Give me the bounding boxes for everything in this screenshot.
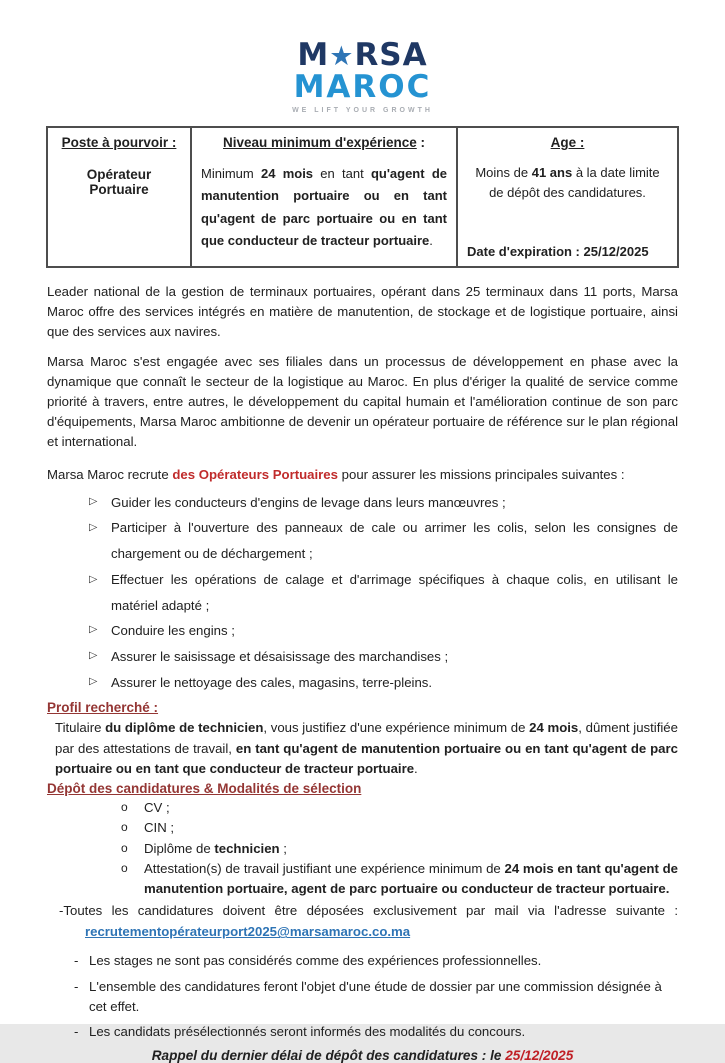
list-item (74, 951, 678, 971)
doc-segment: ; (279, 840, 287, 856)
profil-heading: Profil recherché : (47, 700, 159, 716)
expiration-date: Date d'expiration : 25/12/2025 (467, 244, 649, 259)
mission-text: Participer à l'ouverture des panneaux de cale ou arrimer les colis, selon les consignes de chargement ou de déchargement ; (111, 520, 678, 562)
doc-text (144, 839, 678, 859)
list-item (89, 670, 678, 696)
deadline-reminder (47, 1048, 678, 1063)
reminder-text: Rappel du dernier délai de dépôt des candidatures : le (151, 1047, 506, 1063)
email-line (85, 921, 678, 942)
doc-segment: Diplôme de (144, 840, 215, 856)
age-bold-1: 41 ans (531, 165, 573, 180)
cell-age (457, 127, 678, 267)
list-item (74, 977, 678, 1017)
mission-text: Conduire les engins ; (111, 623, 235, 639)
profil-text-4: . (414, 760, 418, 776)
circle-bullet-icon: o (121, 840, 128, 855)
mission-text: Assurer le nettoyage des cales, magasins, terre-pleins. (111, 674, 433, 690)
doc-text (144, 798, 678, 818)
mission-text: Effectuer les opérations de calage et d'arrimage spécifiques à chaque colis, en utilisant le matériel adapté ; (111, 571, 678, 613)
circle-bullet-icon: o (121, 799, 128, 814)
note-text: L'ensemble des candidatures feront l'objet d'une étude de dossier par une commission désignée à cet effet. (89, 978, 662, 1014)
logo-letters-rsa: RSA (354, 37, 428, 73)
exp-text-2: en tant (313, 166, 371, 181)
recruit-text-2: pour assurer les missions principales suivantes : (337, 466, 625, 482)
mission-text: Guider les conducteurs d'engins de levage dans leurs manœuvres ; (111, 494, 506, 510)
age-value (467, 163, 668, 202)
poste-value: Opérateur Portuaire (86, 167, 152, 197)
profil-bold-3: en tant qu'agent de manutention portuaire ou en tant qu'agent de parc portuaire ou en tant que conducteur de tracteur portuaire (55, 740, 678, 776)
experience-header (201, 135, 447, 150)
recruit-highlight: des Opérateurs Portuaires (172, 466, 338, 482)
logo-letter-m: M (297, 37, 330, 73)
arrow-bullet-icon: ▷ (89, 573, 98, 585)
marsa-maroc-logo (0, 0, 725, 114)
list-item (121, 859, 678, 900)
email-link[interactable]: recrutementopérateurport2025@marsamaroc.co.ma (85, 924, 411, 940)
exp-text-1: Minimum (201, 166, 261, 181)
age-text-2: à la date limite de dépôt des candidatures. (489, 165, 660, 200)
exp-bold-2: qu'agent de manutention portuaire ou en tant qu'agent de parc portuaire ou en tant que conducteur de tracteur portuaire (201, 166, 447, 249)
list-item (89, 567, 678, 618)
list-item (121, 818, 678, 838)
arrow-bullet-icon: ▷ (89, 495, 98, 507)
doc-text (144, 818, 678, 838)
list-item (89, 515, 678, 566)
doc-segment: CIN ; (144, 820, 175, 836)
experience-header-colon: : (416, 135, 426, 150)
recruit-line (47, 465, 678, 485)
age-header-text: Age : (550, 135, 585, 150)
age-text-1: Moins de (475, 165, 532, 180)
logo-tagline: WE LIFT YOUR GROWTH (292, 107, 433, 114)
experience-value (201, 163, 447, 252)
circle-bullet-icon: o (121, 860, 128, 875)
star-icon: ★ (329, 41, 355, 72)
reminder-date: 25/12/2025 (505, 1047, 574, 1063)
mission-text: Assurer le saisissage et désaisissage des marchandises ; (111, 648, 449, 664)
missions-list (47, 490, 678, 696)
arrow-bullet-icon: ▷ (89, 649, 98, 661)
profil-paragraph (47, 718, 678, 778)
documents-list (47, 798, 678, 900)
arrow-bullet-icon: ▷ (89, 521, 98, 533)
doc-segment: Attestation(s) de travail justifiant une expérience minimum de (144, 860, 505, 876)
note-text: Les candidats présélectionnés seront informés des modalités du concours. (89, 1023, 526, 1039)
dash-bullet: - (74, 953, 79, 969)
circle-bullet-icon: o (121, 820, 128, 835)
profil-bold-2: 24 mois (529, 720, 579, 736)
doc-segment-bold: 24 mois en tant qu'agent de manutention portuaire, agent de parc portuaire ou conducteur de tracteur portuaire. (144, 860, 678, 897)
age-header (467, 135, 668, 150)
list-item (74, 1022, 678, 1042)
poste-header-text: Poste à pourvoir : (61, 135, 177, 150)
exp-bold-1: 24 mois (260, 166, 314, 181)
logo-line2: MAROC (293, 69, 432, 105)
experience-header-text: Niveau minimum d'expérience (222, 135, 417, 150)
profil-text-2: , vous justifiez d'une expérience minimum de (263, 720, 530, 736)
list-item (89, 618, 678, 644)
doc-segment-bold: technicien (214, 840, 280, 856)
recruit-text-1: Marsa Maroc recrute (47, 466, 173, 482)
depot-heading: Dépôt des candidatures & Modalités de sélection (47, 780, 362, 796)
profil-text-1: Titulaire (55, 720, 106, 736)
profil-text-3: , dûment justifiée par des attestations de travail, (55, 720, 678, 756)
arrow-bullet-icon: ▷ (89, 623, 98, 635)
note-text: Les stages ne sont pas considérés comme des expériences professionnelles. (89, 953, 542, 969)
notes-list (47, 951, 678, 1041)
list-item (121, 839, 678, 859)
job-summary-table (46, 126, 679, 268)
poste-header (57, 135, 181, 150)
table-row (47, 127, 678, 267)
dash-bullet: - (74, 978, 79, 994)
dash-bullet: - (74, 1023, 79, 1039)
doc-text (144, 859, 678, 900)
list-item (89, 644, 678, 670)
cell-poste (47, 127, 191, 267)
doc-segment: CV ; (144, 799, 170, 815)
intro-paragraph-2: Marsa Maroc s'est engagée avec ses filiales dans un processus de développement en phase avec la dynamique que connaît le secteur de la logistique au Maroc. En plus d'ériger la qualité de service comme priorité à travers, entre autres, le développement du capital humain et l'amélioration continue de son parc d'équipements, Marsa Maroc ambitionne de devenir un opérateur portuaire de référence sur le plan régional et international. (47, 354, 678, 450)
intro-paragraph-1: Leader national de la gestion de terminaux portuaires, opérant dans 25 terminaux dans 11 ports, Marsa Maroc offre des services intégrés en matière de manutention, de stockage et de logistique portuaire, ainsi que des services aux navires. (47, 284, 678, 340)
list-item (89, 490, 678, 516)
profil-bold-1: du diplôme de technicien (105, 720, 264, 736)
mail-instruction: -Toutes les candidatures doivent être déposées exclusivement par mail via l'adresse suivante : (59, 902, 678, 918)
exp-text-3: . (429, 233, 433, 249)
logo-line1 (0, 37, 725, 73)
arrow-bullet-icon: ▷ (89, 675, 98, 687)
cell-experience (191, 127, 457, 267)
list-item (121, 798, 678, 818)
